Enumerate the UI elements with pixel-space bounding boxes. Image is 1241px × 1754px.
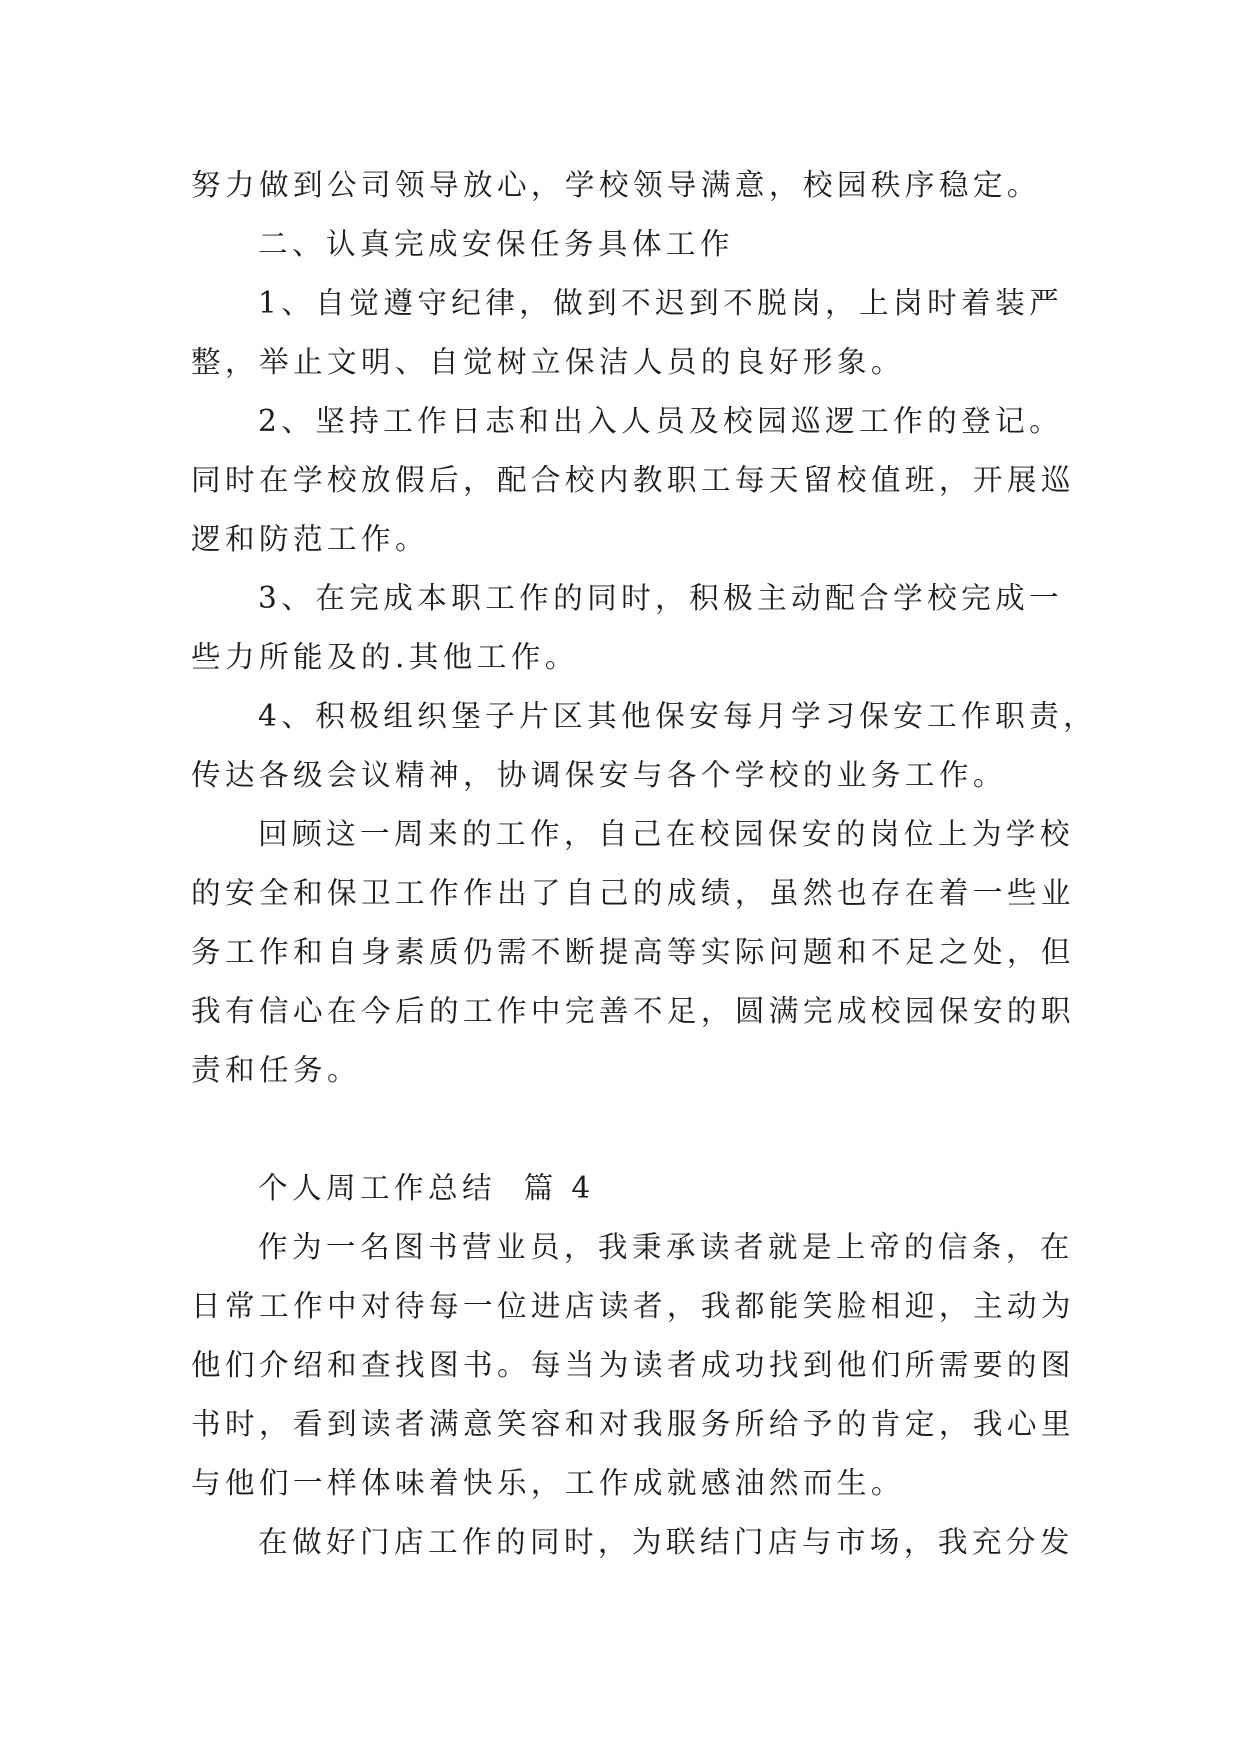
paragraph-line: 作为一名图书营业员，我秉承读者就是上帝的信条，在 — [258, 1230, 1074, 1264]
paragraph-line: 4、积极组织堡子片区其他保安每月学习保安工作职责， — [258, 699, 1098, 733]
section-heading: 二、认真完成安保任务具体工作 — [258, 227, 734, 261]
section-title: 个人周工作总结 篇 4 — [258, 1171, 595, 1205]
paragraph-line: 努力做到公司领导放心，学校领导满意，校园秩序稳定。 — [191, 168, 1041, 202]
paragraph-line: 责和任务。 — [191, 1053, 361, 1087]
paragraph-line: 的安全和保卫工作作出了自己的成绩，虽然也存在着一些业 — [191, 876, 1075, 910]
paragraph-line: 务工作和自身素质仍需不断提高等实际问题和不足之处，但 — [191, 935, 1075, 969]
paragraph-line: 整，举止文明、自觉树立保洁人员的良好形象。 — [191, 345, 905, 379]
paragraph-line: 传达各级会议精神，协调保安与各个学校的业务工作。 — [191, 758, 1007, 792]
paragraph-line: 我有信心在今后的工作中完善不足，圆满完成校园保安的职 — [191, 994, 1075, 1028]
paragraph-line: 1、自觉遵守纪律，做到不迟到不脱岗，上岗时着装严 — [258, 286, 1064, 320]
paragraph-line: 3、在完成本职工作的同时，积极主动配合学校完成一 — [258, 581, 1064, 615]
paragraph-line: 书时，看到读者满意笑容和对我服务所给予的肯定，我心里 — [191, 1407, 1075, 1441]
paragraph-line: 在做好门店工作的同时，为联结门店与市场，我充分发 — [258, 1525, 1074, 1559]
paragraph-line: 逻和防范工作。 — [191, 522, 429, 556]
paragraph-line: 他们介绍和查找图书。每当为读者成功找到他们所需要的图 — [191, 1348, 1075, 1382]
paragraph-line: 日常工作中对待每一位进店读者，我都能笑脸相迎，主动为 — [191, 1289, 1075, 1323]
paragraph-line: 回顾这一周来的工作，自己在校园保安的岗位上为学校 — [258, 817, 1074, 851]
paragraph-line: 2、坚持工作日志和出入人员及校园巡逻工作的登记。 — [258, 404, 1064, 438]
paragraph-line: 些力所能及的.其他工作。 — [191, 640, 579, 674]
paragraph-line: 与他们一样体味着快乐，工作成就感油然而生。 — [191, 1466, 905, 1500]
paragraph-line: 同时在学校放假后，配合校内教职工每天留校值班，开展巡 — [191, 463, 1075, 497]
